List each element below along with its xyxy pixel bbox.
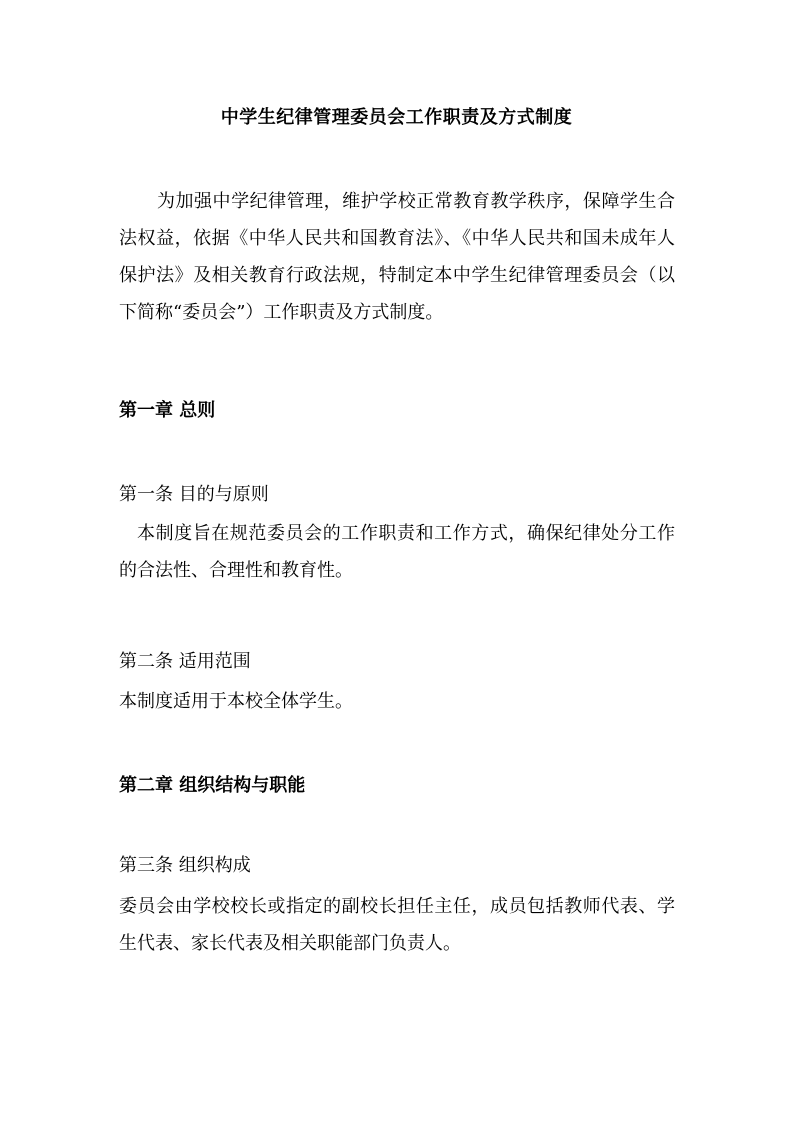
- article-3-body: 委员会由学校校长或指定的副校长担任主任，成员包括教师代表、学生代表、家长代表及相关职能部门负责人。: [119, 896, 675, 954]
- intro-paragraph: 为加强中学纪律管理，维护学校正常教育教学秩序，保障学生合法权益，依据《中华人民共和国教育法》、《中华人民共和国未成年人保护法》及相关教育行政法规，特制定本中学生纪律管理委员会（以下简称“委员会”）工作职责及方式制度。: [119, 191, 675, 323]
- article-2-body: 本制度适用于本校全体学生。: [119, 691, 353, 712]
- article-1-heading: 第一条 目的与原则: [119, 484, 269, 505]
- article-2-heading: 第二条 适用范围: [119, 651, 251, 672]
- article-1-body: 本制度旨在规范委员会的工作职责和工作方式，确保纪律处分工作的合法性、合理性和教育性。: [119, 523, 675, 581]
- chapter-1-heading: 第一章 总则: [119, 400, 216, 421]
- document-title: 中学生纪律管理委员会工作职责及方式制度: [220, 107, 573, 128]
- chapter-2-heading: 第二章 组织结构与职能: [119, 775, 306, 796]
- article-3-heading: 第三条 组织构成: [119, 855, 251, 876]
